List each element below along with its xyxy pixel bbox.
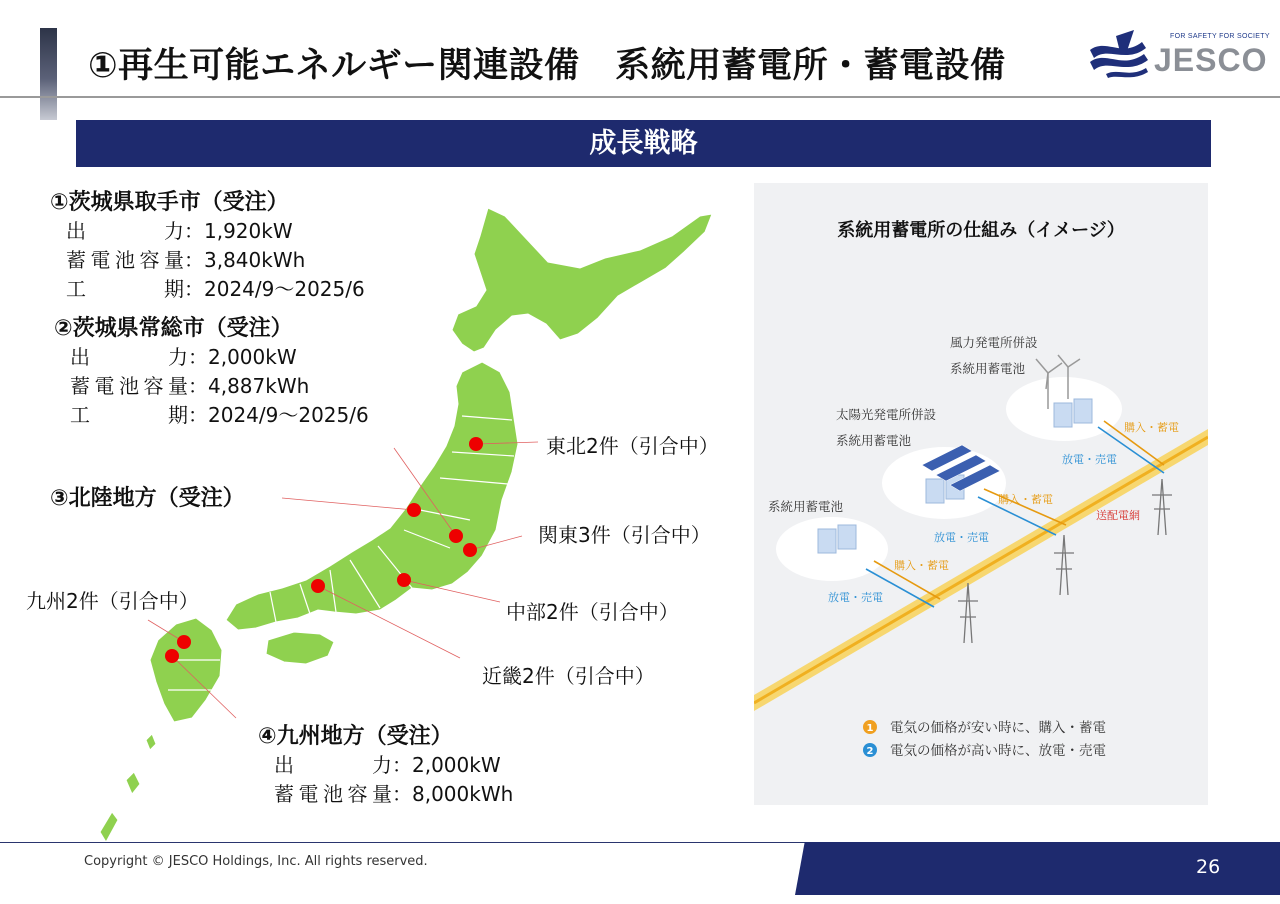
solar-sell-label: 放電・売電: [934, 531, 989, 544]
callout-kinki: 近畿2件（引合中）: [482, 664, 655, 688]
project-1-period-value: ： 2024/9～2025/6: [184, 275, 365, 304]
project-1: [50, 188, 365, 304]
project-2-capacity-label: 蓄電池容量: [70, 374, 188, 398]
wind-sell-label: 放電・売電: [1062, 453, 1117, 466]
copyright-text: Copyright © JESCO Holdings, Inc. All rights reserved.: [84, 854, 428, 869]
page-title: ①再生可能エネルギー関連設備 系統用蓄電所・蓄電設備: [88, 46, 1006, 86]
project-4: [258, 722, 513, 809]
project-2-period-value: ： 2024/9～2025/6: [188, 401, 369, 430]
solar-site-label-2: 系統用蓄電池: [836, 433, 912, 448]
project-2-period-label: 工期: [70, 403, 188, 427]
project-4-output-label: 出力: [274, 753, 392, 777]
battery-sell-label: 放電・売電: [828, 591, 883, 604]
project-3-heading: ③北陸地方（受注）: [50, 486, 245, 511]
wind-site-label-1: 風力発電所併設: [950, 335, 1038, 350]
project-4-output-value: ： 2,000kW: [392, 751, 501, 780]
legend-1-text: 電気の価格が安い時に、購入・蓄電: [890, 720, 1106, 736]
project-1-capacity-value: ： 3,840kWh: [184, 246, 305, 275]
project-1-capacity-label: 蓄電池容量: [66, 248, 184, 272]
map-marker: [469, 437, 483, 451]
map-marker: [449, 529, 463, 543]
legend-item-1: [863, 719, 1106, 736]
solar-site-label-1: 太陽光発電所併設: [836, 407, 937, 422]
project-1-period-label: 工期: [66, 277, 184, 301]
project-4-heading: ④九州地方（受注）: [258, 724, 453, 749]
callout-kyushu: 九州2件（引合中）: [26, 589, 199, 613]
wind-site-label-2: 系統用蓄電池: [950, 361, 1026, 376]
project-2-capacity-value: ： 4,887kWh: [188, 372, 309, 401]
page-number: 26: [1196, 856, 1221, 878]
project-1-output-label: 出力: [66, 219, 184, 243]
logo-wordmark: JESCO: [1154, 42, 1268, 78]
project-2-output-value: ： 2,000kW: [188, 343, 297, 372]
callout-tohoku: 東北2件（引合中）: [546, 434, 719, 458]
title-divider: [0, 96, 1280, 98]
legend-item-2: [863, 742, 1106, 759]
map-marker: [165, 649, 179, 663]
diagram-title: 系統用蓄電所の仕組み（イメージ）: [837, 220, 1125, 241]
jesco-logo: [1086, 28, 1270, 84]
wind-buy-label: 購入・蓄電: [1124, 421, 1179, 434]
callout-chubu: 中部2件（引合中）: [506, 600, 679, 624]
title-accent-bar: [40, 28, 57, 120]
project-4-capacity-label: 蓄電池容量: [274, 782, 392, 806]
battery-site-label: 系統用蓄電池: [768, 499, 844, 514]
legend-1-number: 1: [866, 723, 874, 734]
project-1-heading: ①茨城県取手市（受注）: [50, 190, 289, 215]
grid-label: 送配電網: [1096, 509, 1140, 522]
map-marker: [407, 503, 421, 517]
battery-buy-label: 購入・蓄電: [894, 559, 949, 572]
map-marker: [463, 543, 477, 557]
logo-tagline: FOR SAFETY FOR SOCIETY: [1170, 33, 1270, 40]
project-4-capacity-value: ： 8,000kWh: [392, 780, 513, 809]
solar-buy-label: 購入・蓄電: [998, 493, 1053, 506]
legend-2-text: 電気の価格が高い時に、放電・売電: [890, 743, 1106, 759]
project-2-heading: ②茨城県常総市（受注）: [54, 316, 293, 341]
project-2: [54, 314, 369, 430]
mechanism-illustration: [754, 183, 1208, 805]
callout-kanto: 関東3件（引合中）: [538, 523, 711, 547]
map-marker: [397, 573, 411, 587]
map-marker: [177, 635, 191, 649]
legend-2-number: 2: [866, 746, 874, 757]
footer-divider: [0, 842, 812, 843]
project-1-output-value: ： 1,920kW: [184, 217, 293, 246]
map-marker: [311, 579, 325, 593]
section-banner: 成長戦略: [76, 120, 1211, 167]
project-2-output-label: 出力: [70, 345, 188, 369]
